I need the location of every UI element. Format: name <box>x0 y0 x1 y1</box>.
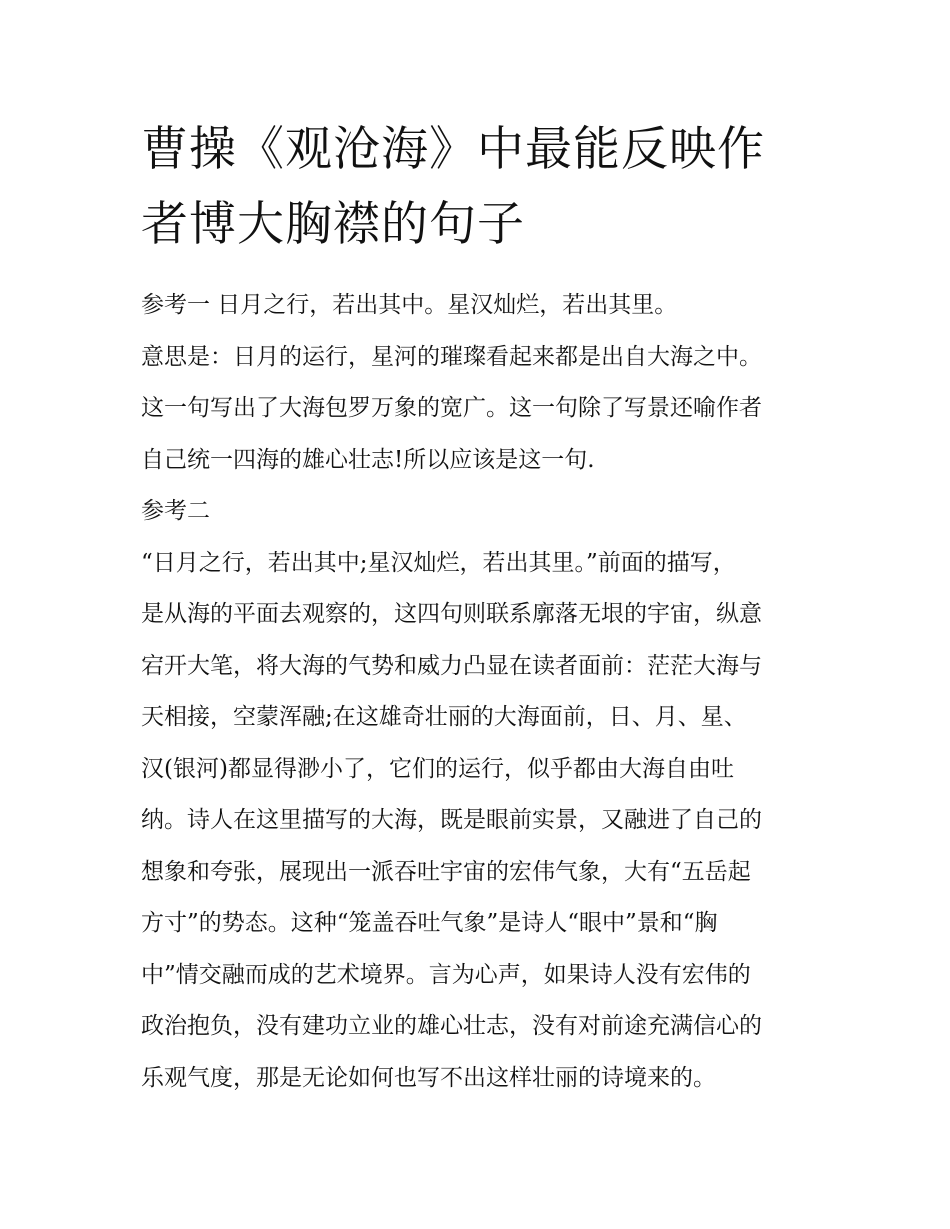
body-line: 参考一 日月之行，若出其中。星汉灿烂，若出其里。 <box>141 292 678 318</box>
body-line: 乐观气度，那是无论如何也写不出这样壮丽的诗境来的。 <box>141 1064 716 1091</box>
body-line: 参考二 <box>141 498 210 524</box>
body-line: 中”情交融而成的艺术境界。言为心声，如果诗人没有宏伟的 <box>141 961 751 988</box>
body-line: 方寸”的势态。这种“笼盖吞吐气象”是诗人“眼中”景和“胸 <box>141 910 718 936</box>
body-line: 意思是：日月的运行，星河的璀璨看起来都是出自大海之中。 <box>141 343 762 370</box>
document-title <box>141 112 811 262</box>
body-line: 纳。诗人在这里描写的大海，既是眼前实景，又融进了自己的 <box>141 807 762 833</box>
document-page <box>141 112 811 1104</box>
document-body <box>141 280 811 1104</box>
body-line: 自己统一四海的雄心壮志!所以应该是这一句. <box>141 446 595 473</box>
body-line: 是从海的平面去观察的，这四句则联系廓落无垠的宇宙，纵意 <box>141 601 762 627</box>
body-line: 宕开大笔，将大海的气势和威力凸显在读者面前：茫茫大海与 <box>141 652 762 679</box>
body-line: 想象和夸张，展现出一派吞吐宇宙的宏伟气象，大有“五岳起 <box>141 858 751 885</box>
body-line: 汉(银河)都显得渺小了，它们的运行，似乎都由大海自由吐 <box>141 755 734 782</box>
body-line: “日月之行，若出其中;星汉灿烂，若出其里。”前面的描写， <box>141 549 736 576</box>
title-line: 者博大胸襟的句子 <box>141 197 525 252</box>
title-line: 曹操《观沧海》中最能反映作 <box>141 122 765 177</box>
body-line: 这一句写出了大海包罗万象的宽广。这一句除了写景还喻作者 <box>141 395 762 421</box>
body-line: 天相接，空蒙浑融;在这雄奇壮丽的大海面前，日、月、星、 <box>141 704 747 730</box>
body-line: 政治抱负，没有建功立业的雄心壮志，没有对前途充满信心的 <box>141 1013 762 1039</box>
